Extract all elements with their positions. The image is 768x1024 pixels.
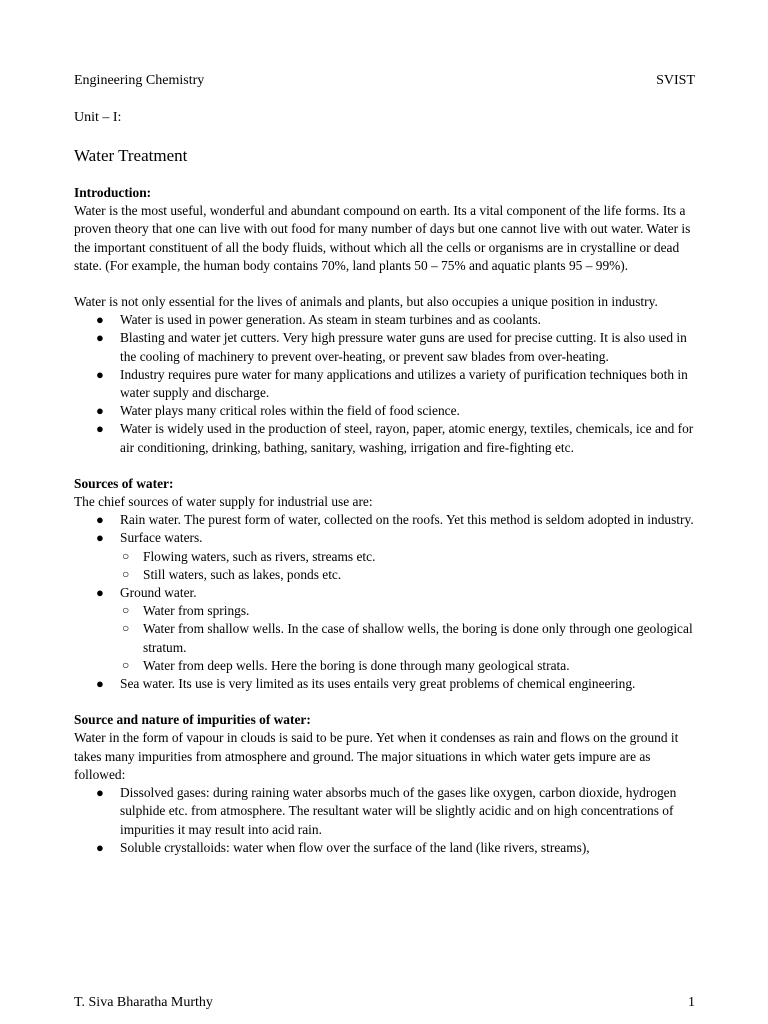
bullet-icon: ● xyxy=(96,403,104,419)
unit-label: Unit – I: xyxy=(74,110,122,125)
list-item xyxy=(74,420,696,456)
sources-list xyxy=(74,511,696,693)
list-item-text: Water is widely used in the production of steel, rayon, paper, atomic energy, textiles, chemicals, ice and for air conditioning, drinking, bathing, sanitary, washing, irrigation and fire-fighting etc. xyxy=(120,421,694,455)
industry-uses-list xyxy=(74,311,696,457)
list-item xyxy=(74,839,696,857)
list-item xyxy=(74,584,696,675)
bullet-icon: ● xyxy=(96,530,104,546)
spacer xyxy=(74,275,696,293)
bullet-icon: ● xyxy=(96,330,104,346)
list-item-text: Dissolved gases: during raining water absorbs much of the gases like oxygen, carbon dioxide, hydrogen sulphide etc. from atmosphere. The resultant water will be slightly acidic and on high concentrations of impurities it may result into acid rain. xyxy=(120,785,677,837)
list-item xyxy=(74,511,696,529)
header-course: Engineering Chemistry xyxy=(74,73,205,88)
bullet-icon: ● xyxy=(96,839,104,855)
intro-heading: Introduction: xyxy=(74,185,152,200)
impurities-list xyxy=(74,784,696,857)
spacer xyxy=(74,457,696,475)
intro-paragraph: Water is the most useful, wonderful and abundant compound on earth. Its a vital component of the life forms. Its a proven theory that one can live with out food for many number of days but one cannot live with out water. Water is the important constituent of all the body fluids, without which all the cells or organisms are in crystalline or dead state. (For example, the human body contains 70%, land plants 50 – 75% and aquatic plants 95 – 99%). xyxy=(74,203,691,273)
spacer xyxy=(74,693,696,711)
list-item xyxy=(74,402,696,420)
list-item-text: Blasting and water jet cutters. Very high pressure water guns are used for precise cutting. It is also used in the cooling of machinery to prevent over-heating, or prevent saw blades from over-heating. xyxy=(120,330,687,364)
industry-paragraph: Water is not only essential for the lives of animals and plants, but also occupies a unique position in industry. xyxy=(74,294,658,310)
list-item-text: Water is used in power generation. As steam in steam turbines and as coolants. xyxy=(120,312,541,328)
page-title: Water Treatment xyxy=(74,146,188,165)
sub-list-item xyxy=(120,548,696,566)
sub-list-item-text: Water from shallow wells. In the case of shallow wells, the boring is done only through one geological stratum. xyxy=(143,621,693,655)
footer-author: T. Siva Bharatha Murthy xyxy=(74,995,213,1010)
list-item-text: Surface waters. xyxy=(120,530,203,546)
list-item-text: Sea water. Its use is very limited as its uses entails very great problems of chemical engineering. xyxy=(120,676,636,692)
ground-water-sublist xyxy=(120,602,696,675)
sub-list-item xyxy=(120,566,696,584)
sources-intro: The chief sources of water supply for industrial use are: xyxy=(74,494,373,510)
header-institute: SVIST xyxy=(656,73,695,88)
list-item xyxy=(74,311,696,329)
bullet-icon: ● xyxy=(96,785,104,801)
bullet-icon: ● xyxy=(96,366,104,382)
list-item-text: Rain water. The purest form of water, collected on the roofs. Yet this method is seldom adopted in industry. xyxy=(120,512,694,528)
circle-bullet-icon: ○ xyxy=(122,657,130,672)
sub-list-item xyxy=(120,602,696,620)
list-item xyxy=(74,784,696,839)
impurities-heading: Source and nature of impurities of water: xyxy=(74,712,311,728)
list-item-text: Industry requires pure water for many applications and utilizes a variety of purification techniques both in water supply and discharge. xyxy=(120,366,688,401)
sub-list-item xyxy=(120,657,696,675)
page-number: 1 xyxy=(688,995,695,1010)
circle-bullet-icon: ○ xyxy=(122,566,130,581)
sub-list-item xyxy=(120,620,696,656)
list-item xyxy=(74,366,696,402)
bullet-icon: ● xyxy=(96,312,104,328)
bullet-icon: ● xyxy=(96,512,104,528)
sub-list-item-text: Water from springs. xyxy=(143,603,250,619)
sub-list-item-text: Still waters, such as lakes, ponds etc. xyxy=(143,566,342,582)
sources-heading: Sources of water: xyxy=(74,475,174,491)
bullet-icon: ● xyxy=(96,676,104,692)
list-item xyxy=(74,675,696,693)
list-item xyxy=(74,329,696,365)
list-item xyxy=(74,529,696,584)
circle-bullet-icon: ○ xyxy=(122,548,130,563)
circle-bullet-icon: ○ xyxy=(122,603,130,618)
document-body xyxy=(74,184,696,857)
impurities-paragraph: Water in the form of vapour in clouds is said to be pure. Yet when it condenses as rain and flows on the ground it takes many impurities from atmosphere and ground. The major situations in which water gets impure are as followed: xyxy=(74,730,679,782)
sub-list-item-text: Water from deep wells. Here the boring is done through many geological strata. xyxy=(143,657,570,673)
list-item-text: Water plays many critical roles within the field of food science. xyxy=(120,403,460,419)
bullet-icon: ● xyxy=(96,585,104,601)
circle-bullet-icon: ○ xyxy=(122,621,130,636)
list-item-text: Soluble crystalloids: water when flow over the surface of the land (like rivers, streams), xyxy=(120,839,590,855)
list-item-text: Ground water. xyxy=(120,585,197,601)
bullet-icon: ● xyxy=(96,421,104,437)
surface-water-sublist xyxy=(120,548,696,584)
sub-list-item-text: Flowing waters, such as rivers, streams etc. xyxy=(143,548,376,564)
